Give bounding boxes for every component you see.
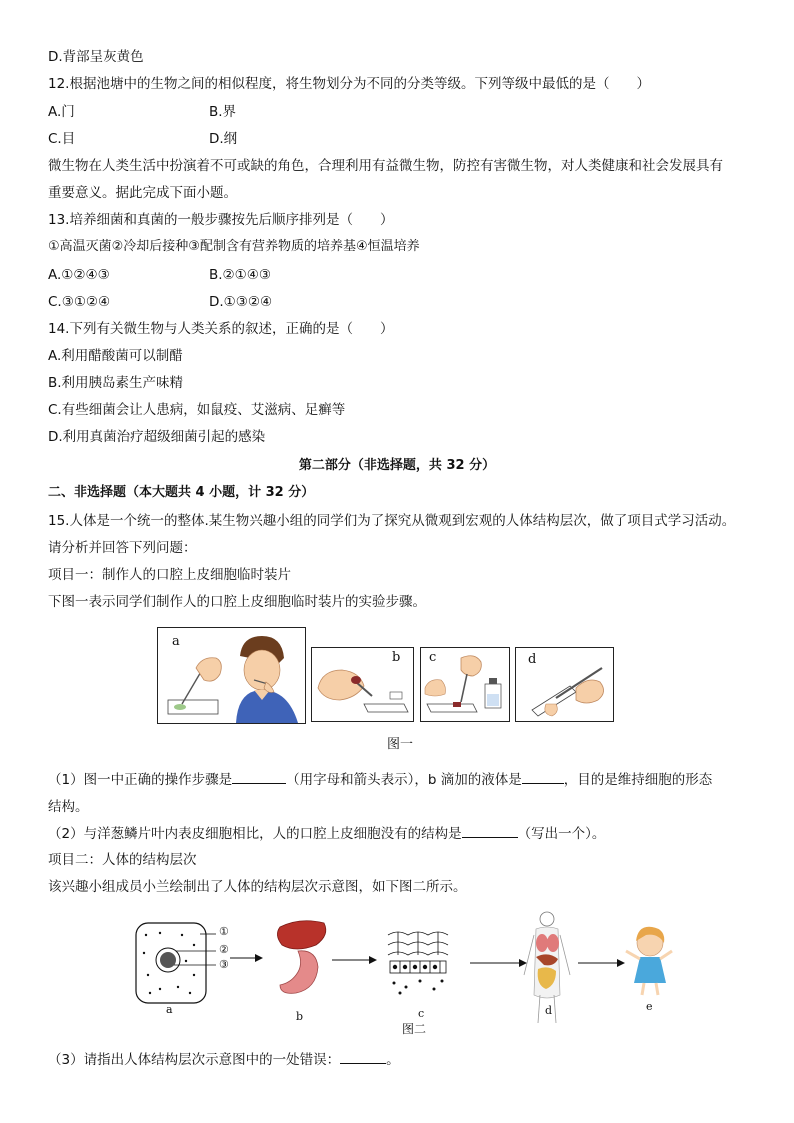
q12-option-c: C.目: [48, 131, 76, 147]
q13-steps: ①高温灭菌②冷却后接种③配制含有营养物质的培养基④恒温培养: [48, 239, 420, 254]
q13-option-a: A.①②④③: [48, 267, 110, 283]
q13-option-d: D.①③②④: [209, 294, 273, 310]
project-one-desc: 下图一表示同学们制作人的口腔上皮细胞临时装片的实验步骤。: [48, 594, 426, 610]
cell-mark-2: ②: [219, 943, 229, 956]
answer-blank-1[interactable]: [232, 771, 286, 784]
sub2-text-a: （2）与洋葱鳞片叶内表皮细胞相比，人的口腔上皮细胞没有的结构是: [48, 826, 462, 842]
project-two-desc: 该兴趣小组成员小兰绘制出了人体的结构层次示意图，如下图二所示。: [48, 879, 467, 895]
intro-line-1: 微生物在人类生活中扮演着不可或缺的角色，合理利用有益微生物，防控有害微生物，对人类健康和社会发展具有: [48, 158, 723, 174]
q14-option-b: B.利用胰岛素生产味精: [48, 375, 184, 391]
question-12: 12.根据池塘中的生物之间的相似程度，将生物划分为不同的分类等级。下列等级中最低的是（ ）: [48, 76, 650, 92]
figure1-panel-c: [420, 647, 510, 722]
q14-option-a: A.利用醋酸菌可以制醋: [48, 348, 183, 364]
figure1-panel-d: [515, 647, 614, 722]
child-icon: [626, 927, 672, 995]
sub3-text-a: （3）请指出人体结构层次示意图中的一处错误：: [48, 1052, 341, 1068]
part-two-heading: 第二部分（非选择题，共 32 分）: [298, 458, 496, 473]
answer-blank-4[interactable]: [340, 1051, 386, 1064]
figure2-label-e: e: [646, 1000, 653, 1013]
question-13: 13.培养细菌和真菌的一般步骤按先后顺序排列是（ ）: [48, 212, 394, 228]
figure1-label-d: d: [528, 652, 537, 667]
answer-blank-2[interactable]: [522, 771, 564, 784]
project-one-title: 项目一：制作人的口腔上皮细胞临时装片: [48, 567, 291, 583]
figure1-panel-b: [311, 647, 414, 722]
option-d-prev: D.背部呈灰黄色: [48, 49, 144, 65]
figure1-caption: 图一: [387, 737, 414, 752]
tissue-icon: [388, 929, 448, 999]
question-15-line-1: 15.人体是一个统一的整体.某生物兴趣小组的同学们为了探究从微观到宏观的人体结构层次，做了项目式学习活动。: [48, 513, 736, 529]
q12-option-d: D.纲: [209, 131, 238, 147]
figure2-diagram: [120, 905, 680, 1040]
sub-question-3: [48, 1050, 400, 1070]
sub1-continuation: 结构。: [48, 799, 89, 815]
sub2-text-b: （写出一个）。: [517, 826, 606, 842]
figure1-label-a: a: [172, 634, 180, 649]
figure1-panel-a: [157, 627, 306, 724]
q14-option-d: D.利用真菌治疗超级细菌引起的感染: [48, 429, 266, 445]
sub1-text-c: ，目的是维持细胞的形态: [563, 772, 713, 788]
figure1-label-c: c: [429, 650, 437, 665]
q13-option-b: B.②①④③: [209, 267, 271, 283]
cell-mark-3: ③: [219, 958, 229, 971]
figure2-label-b: b: [296, 1010, 304, 1023]
q14-option-c: C.有些细菌会让人患病，如鼠疫、艾滋病、足癣等: [48, 402, 346, 418]
figure2-caption: 图二: [402, 1022, 427, 1036]
figure2-label-d: d: [545, 1004, 553, 1017]
section-two-heading: 二、非选择题（本大题共 4 小题，计 32 分）: [48, 485, 315, 500]
cell-mark-1: ①: [219, 925, 229, 938]
sub1-text-a: （1）图一中正确的操作步骤是: [48, 772, 233, 788]
figure1-label-b: b: [392, 650, 401, 665]
figure2-label-c: c: [418, 1007, 425, 1020]
answer-blank-3[interactable]: [462, 825, 518, 838]
question-15-line-2: 请分析并回答下列问题：: [48, 540, 197, 556]
sub3-text-b: 。: [386, 1052, 400, 1068]
sub-question-1: [48, 770, 712, 790]
sub-question-2: [48, 824, 605, 844]
q12-option-a: A.门: [48, 104, 75, 120]
project-two-title: 项目二：人体的结构层次: [48, 852, 197, 868]
q13-option-c: C.③①②④: [48, 294, 111, 310]
q12-option-b: B.界: [209, 104, 237, 120]
intro-line-2: 重要意义。据此完成下面小题。: [48, 185, 237, 201]
cell-diagram: [136, 923, 216, 1003]
sub1-text-b: （用字母和箭头表示），b 滴加的液体是: [286, 772, 522, 788]
liver-stomach-icon: [277, 921, 325, 994]
question-14: 14.下列有关微生物与人类关系的叙述，正确的是（ ）: [48, 321, 394, 337]
swab-illustration: [158, 628, 305, 723]
figure2-label-a: a: [166, 1003, 173, 1016]
